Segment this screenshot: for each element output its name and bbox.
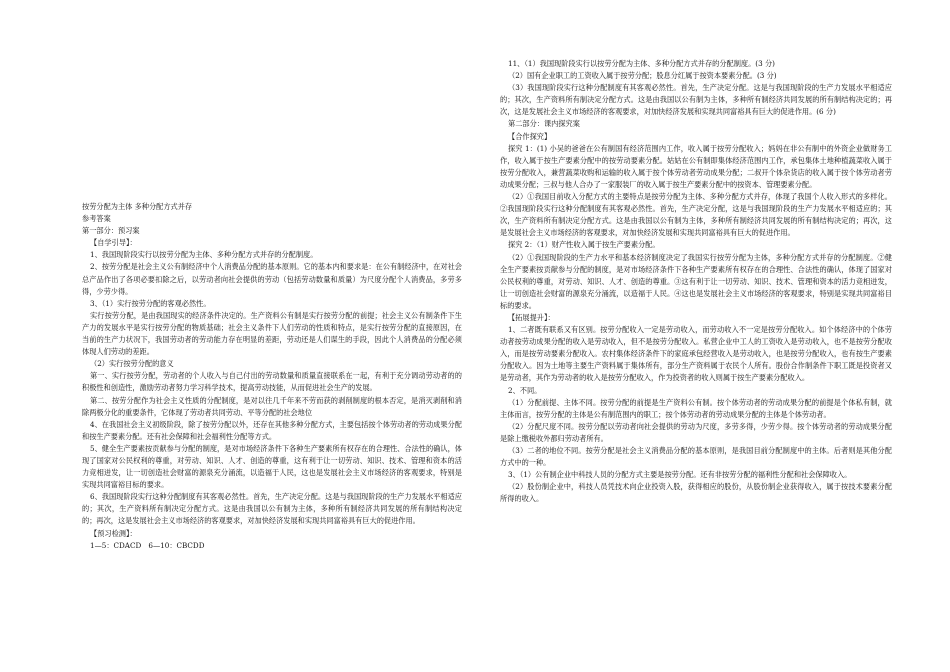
expand-2-2: （2）分配尺度不同。按劳分配以劳动者向社会提供的劳动为尺度，多劳多得，少劳少得。按个体劳动者的劳动成果分配是除上缴税收外都归劳动者所有。: [500, 421, 892, 443]
doc-subtitle: 参考答案: [82, 214, 111, 224]
explore-1-1: 探究 1：(1) 小吴的爸爸在公有制国有经济范围内工作，收入属于按劳分配收入；妈妈在非公有制中的外资企业做财务工作，收入属于按生产要素分配中的按劳动要素分配。姑姑在公有制即集体经济范围内工作，承包集体土地种植蔬菜收入属于按劳分配收入，兼营蔬菜收购和运输的收入属于按个体劳动者劳动成果分配；二叔开个体杂货店的收入属于按个体劳动者劳动成果分配；三叔与他人合办了一家服装厂的收入属于按生产要素分配中的按资本、管理要素分配。: [500, 143, 892, 189]
coop-heading: 【合作探究】: [508, 131, 552, 141]
answer-5: 5、健全生产要素按贡献参与分配的制度，是对市场经济条件下各种生产要素所有权存在的合理性、合法性的确认，体现了国家对公民权利的尊重，对劳动、知识、人才、创造的尊重，这有利于让一切劳动、知识、技术、管理和资本的活力竞相迸发，让一切创造社会财富的源泉充分涌流，以造福于人民，这也是发展社会主义市场经济的客观要求，特别是实现共同富裕目标的要求。: [82, 443, 462, 490]
explore-1-2: （2）①我国目前收入分配方式的主要特点是按劳分配为主体、多种分配方式并存，体现了我国个人收入形式的多样化。②我国现阶段实行这种分配制度有其客观必然性。首先，生产决定分配，这是与我国现阶段的生产力发展水平相适应的；其次，生产资料所有制决定分配方式。这是由我国以公有制为主体，多种所有制经济共同发展的所有制结构决定的；再次，这是发展社会主义市场经济的客观要求，对加快经济发展和实现共同富裕具有巨大的促进作用。: [500, 192, 892, 238]
preview-answers: 1—5：CDACD 6—10：CBCDD: [90, 540, 205, 550]
expand-2-3: （3）二者的地位不同。按劳分配是社会主义消费品分配的基本原则，是我国目前分配制度中的主体。后者则是其他分配方式中的一种。: [500, 446, 892, 468]
explore-2-2: （2）①我国现阶段的生产力水平和基本经济制度决定了我国实行按劳分配为主体，多种分配方式并存的分配制度。②健全生产要素按贡献参与分配的制度，是对市场经济条件下各种生产要素所有权存在的合理性、合法性的确认，体现了国家对公民权利的尊重，对劳动、知识、人才、创造的尊重。③这有利于让一切劳动、知识、技术、管理和资本的活力竞相迸发，让一切创造社会财富的源泉充分涌流，以造福于人民。④这也是发展社会主义市场经济的客观要求，特别是实现共同富裕目标的要求。: [500, 252, 892, 310]
answer-4: 4、在我国社会主义初级阶段，除了按劳分配以外，还存在其他多种分配方式，主要包括按个体劳动者的劳动成果分配和按生产要素分配。还有社会保障和社会福利性分配等方式。: [82, 419, 462, 441]
expand-3-1: 3、（1）公有制企业中科技人员的分配方式主要是按劳分配。还有非按劳分配的福利性分配和社会保障收入。: [508, 470, 852, 480]
expand-3-2: （2）股份制企业中，科技人员凭技术向企业投资入股，获得相应的股份，从股份制企业获得收入，属于按技术要素分配所得的收入。: [500, 482, 892, 504]
doc-title: 按劳分配为主体 多种分配方式并存: [82, 202, 193, 211]
right-column: [500, 0, 892, 505]
answer-3-2-body2: 第二、按劳分配作为社会主义性质的分配制度，是对以往几千年来不劳而获的剥削制度的根本否定，是消灭剥削和消除两极分化的重要条件，它体现了劳动者共同劳动、平等分配的社会地位: [82, 395, 462, 417]
answer-2: 2、按劳分配是社会主义公有制经济中个人消费品分配的基本原则。它的基本内和要求是：在公有制经济中，在对社会总产品作出了各项必要扣除之后，以劳动者向社会提供的劳动（包括劳动数量和质量）为尺度分配个人消费品，多劳多得，少劳少得。: [82, 262, 462, 296]
part1-heading: 第一部分：预习案: [82, 226, 140, 236]
answer-11-2: （2）国有企业职工的工资收入属于按劳分配；股息分红属于按资本要素分配。(3 分): [508, 71, 777, 81]
answer-11-1: 11、（1）我国现阶段实行以按劳分配为主体、多种分配方式并存的分配制度。(3 分): [508, 59, 775, 68]
self-study-heading: 【自学引导】：: [90, 238, 137, 248]
answer-1: 1、我国现阶段实行以按劳分配为主体、多种分配方式并存的分配制度。: [90, 250, 318, 260]
answer-3-2-body1: 第一、实行按劳分配，劳动者的个人收入与自己付出的劳动数量和质量直接联系在一起，有利于充分调动劳动者的的积极性和创造性，激励劳动者努力学习科学技术，提高劳动技能，从而促进社会生产的发展。: [82, 371, 462, 393]
explore-2-1: 探究 2：（1）财产性收入属于按生产要素分配。: [508, 240, 660, 250]
expand-2: 2、不同。: [508, 385, 542, 395]
answer-3-2: （2）实行按劳分配的意义: [90, 359, 174, 369]
answer-3-1: 3、（1）实行按劳分配的客观必然性。: [90, 298, 211, 308]
answer-6: 6、我国现阶段实行这种分配制度有其客观必然性。首先，生产决定分配。这是与我国现阶段的生产力发展水平相适应的；其次，生产资料所有制决定分配方式。这是由我国以公有制为主体，多种所有制经济共同发展的所有制结构决定的；再次，这是发展社会主义市场经济的客观要求，对加快经济发展和实现共同富裕具有巨大的促进作用。: [82, 492, 462, 526]
expand-heading: 【拓展提升】：: [508, 312, 555, 322]
answer-11-3: （3）我国现阶段实行这种分配制度有其客观必然性。首先，生产决定分配。这是与我国现阶段的生产力发展水平相适应的；其次，生产资料所有制决定分配方式。这是由我国以公有制为主体，多种所有制经济共同发展的所有制结构决定的；再次，这是发展社会主义市场经济的客观要求，对加快经济发展和实现共同富裕具有巨大的促进作用。(6 分): [500, 83, 892, 117]
expand-1: 1、二者既有联系又有区别。按劳分配收入一定是劳动收入，而劳动收入不一定是按劳分配收入。如个体经济中的个体劳动者按劳动成果分配的收入是劳动收入，但不是按劳分配收入。私营企业中工人的工资收入是劳动收入，也不是按劳分配收入，而是按劳动要素分配收入。农村集体经济条件下的家庭承包经营收入是劳动收入，也是按劳分配收入，也有按生产要素分配收入。因为土地等主要生产资料属于集体所有，部分生产资料属于农民个人所有。股份合作制条件下职工既是投资者又是劳动者，其作为劳动者的收入是按劳分配收入，作为投资者的收入则属于按生产要素分配收入。: [500, 325, 892, 383]
left-column: [82, 0, 462, 552]
answer-3-1-body: 实行按劳分配，是由我国现实的经济条件决定的。生产资料公有制是实行按劳分配的前提；社会主义公有制条件下生产力的发展水平是实行按劳分配的物质基础；社会主义条件下人们劳动的性质和特点，是实行按劳分配的直接原因，在当前的生产力状况下，我国劳动者的劳动能力存在明显的差距，劳动还是人们谋生的手段，因此个人消费品的分配必须体现人们劳动的差距。: [82, 310, 462, 357]
preview-test-heading: 【预习检测】：: [90, 528, 137, 538]
part2-heading: 第二部分：课内探究案: [508, 119, 580, 129]
expand-2-1: （1）分配前提、主体不同。按劳分配的前提是生产资料公有制。按个体劳动者的劳动成果分配的前提是个体私有制，就主体而言，按劳分配的主体是公有制范围内的职工；按个体劳动者的劳动成果分配的主体是个体劳动者。: [500, 397, 892, 419]
